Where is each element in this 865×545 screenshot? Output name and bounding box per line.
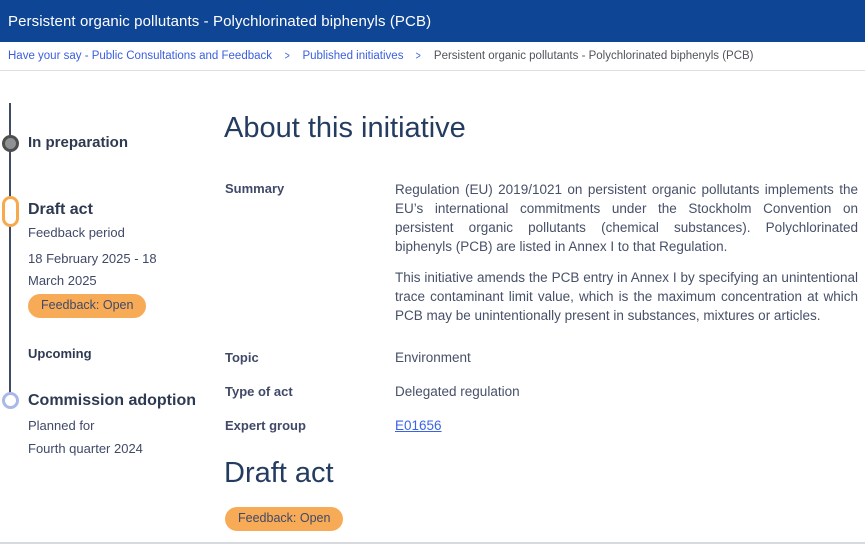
chevron-right-icon: > bbox=[416, 49, 422, 63]
draft-act-heading: Draft act bbox=[224, 457, 334, 489]
stage-title-draft-act: Draft act bbox=[28, 201, 93, 218]
about-initiative-heading: About this initiative bbox=[224, 112, 466, 144]
type-of-act-label: Type of act bbox=[225, 384, 293, 399]
expert-group-link[interactable]: E01656 bbox=[395, 418, 442, 433]
topic-value: Environment bbox=[395, 350, 471, 365]
expert-group-label: Expert group bbox=[225, 418, 306, 433]
page-title: Persistent organic pollutants - Polychlorinated biphenyls (PCB) bbox=[8, 12, 432, 30]
status-badge-feedback-open: Feedback: Open bbox=[225, 507, 343, 531]
stage-done-circle-icon bbox=[2, 135, 19, 152]
summary-value bbox=[395, 180, 858, 337]
type-of-act-value: Delegated regulation bbox=[395, 384, 520, 399]
summary-paragraph: This initiative amends the PCB entry in Annex I by specifying an unintentional trace contaminant limit value, which is the maximum concentration at which PCB may be unintentionally present in substances, mixtures or articles. bbox=[395, 270, 858, 323]
app-header bbox=[0, 0, 865, 42]
stage-upcoming-circle-icon bbox=[2, 392, 19, 409]
breadcrumb-link-published-initiatives[interactable]: Published initiatives bbox=[302, 50, 404, 62]
status-badge-feedback-open: Feedback: Open bbox=[28, 294, 146, 318]
planned-for-label: Planned for bbox=[28, 418, 95, 433]
feedback-period-label: Feedback period bbox=[28, 225, 125, 240]
expert-group-value bbox=[395, 418, 442, 433]
chevron-right-icon: > bbox=[284, 49, 290, 63]
upcoming-section-label: Upcoming bbox=[28, 346, 92, 361]
breadcrumb bbox=[0, 42, 865, 71]
topic-label: Topic bbox=[225, 350, 259, 365]
stage-title-commission-adoption: Commission adoption bbox=[28, 392, 196, 409]
feedback-period-dates: 18 February 2025 - 18 March 2025 bbox=[28, 251, 157, 288]
stage-title-in-preparation: In preparation bbox=[28, 134, 129, 151]
summary-paragraph: Regulation (EU) 2019/1021 on persistent organic pollutants implements the EU’s international commitments under the Stockholm Convention on persistent organic pollutants (chemical substances). Polychlorinated biphenyls (PCB) are listed in Annex I to that Regulation. bbox=[395, 182, 858, 254]
stage-current-capsule-icon bbox=[2, 196, 19, 227]
breadcrumb-link-have-your-say[interactable]: Have your say - Public Consultations and Feedback bbox=[8, 50, 273, 62]
planned-for-date: Fourth quarter 2024 bbox=[28, 441, 143, 456]
summary-label: Summary bbox=[225, 181, 285, 196]
breadcrumb-current: Persistent organic pollutants - Polychlorinated biphenyls (PCB) bbox=[433, 50, 754, 62]
page-bottom-border bbox=[0, 542, 865, 544]
